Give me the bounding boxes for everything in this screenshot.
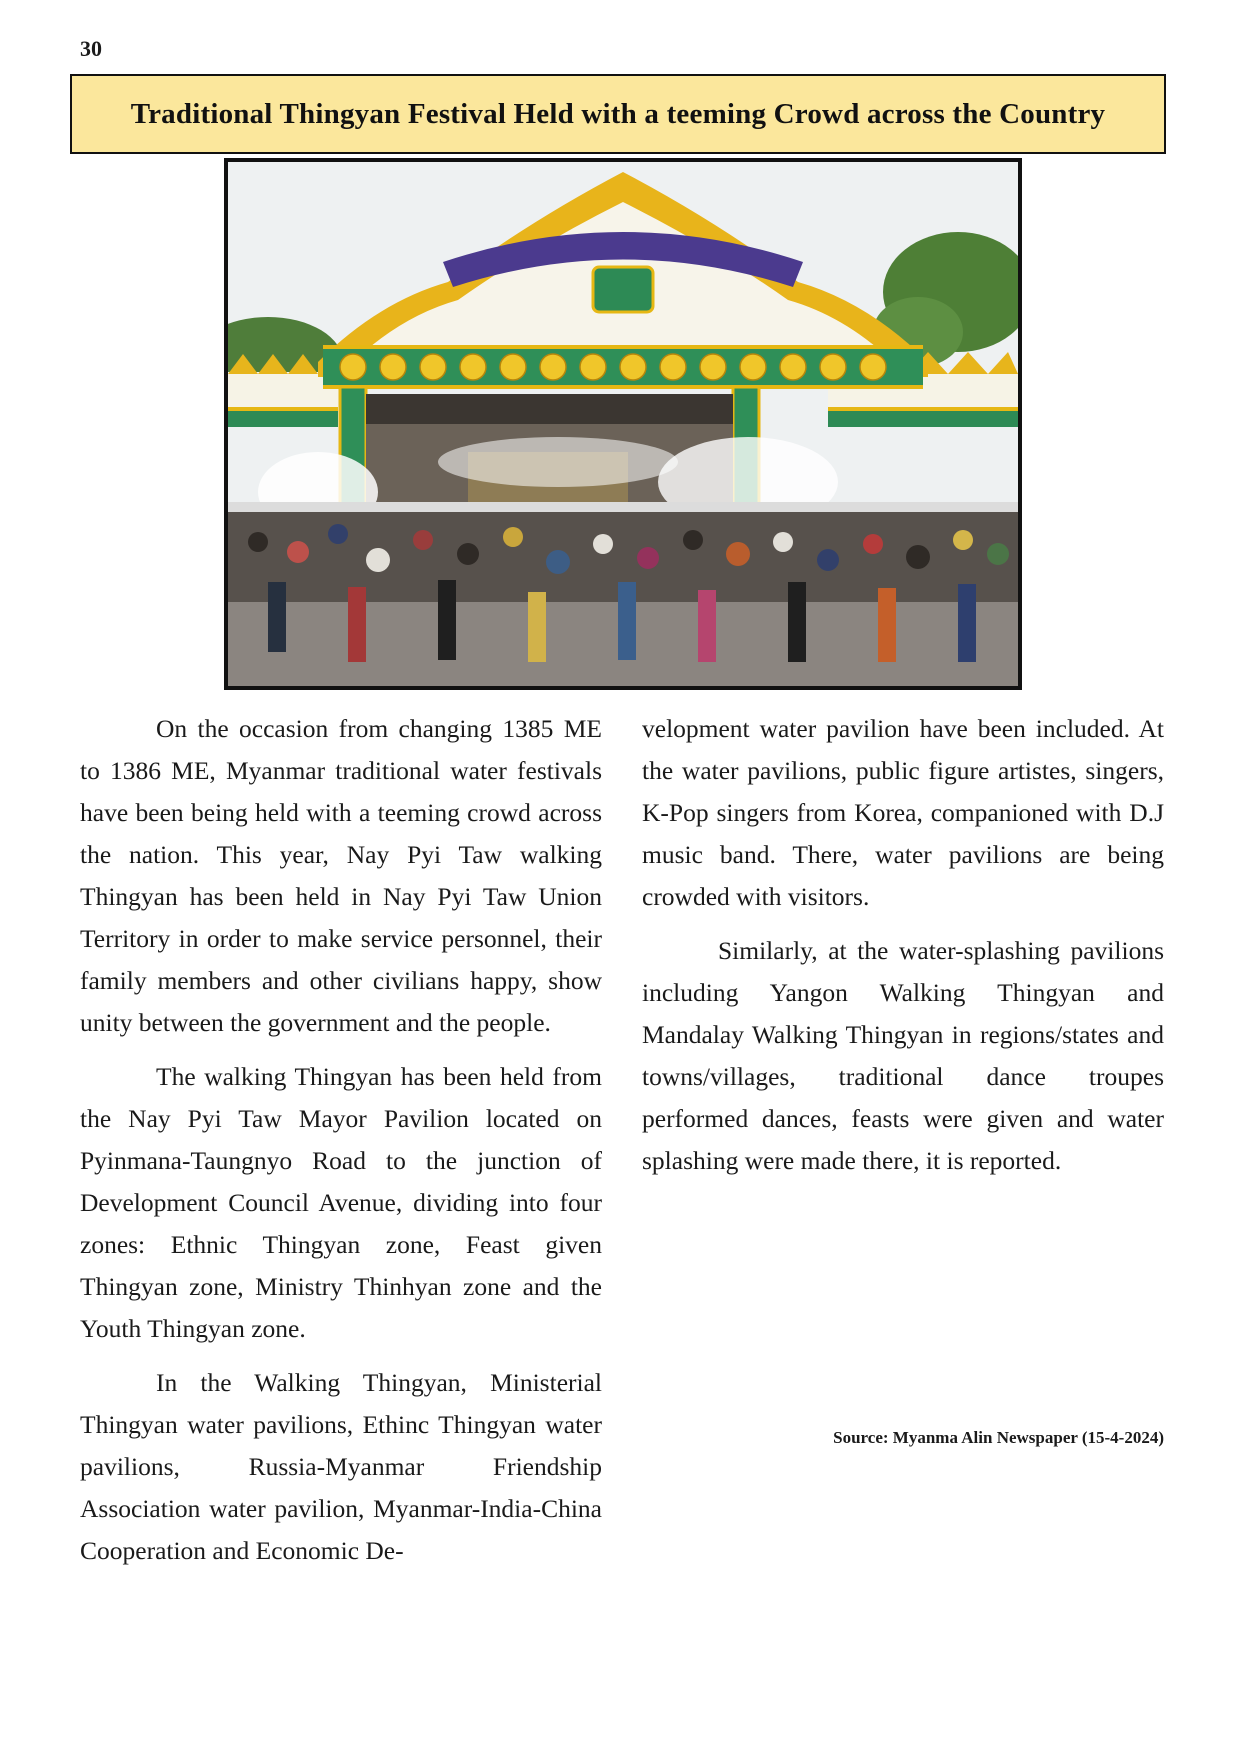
page-number: 30	[80, 36, 102, 61]
paragraph: Similarly, at the water-splashing pavilions including Yangon Walking Thingyan and Mandalay Walking Thingyan in regions/states and towns/villages, traditional dance troupes performed dances, feasts were given and water splashing were made there, it is reported.	[642, 936, 1164, 1175]
paragraph: The walking Thingyan has been held from the Nay Pyi Taw Mayor Pavilion located on Pyinmana-Taungnyo Road to the junction of Development Council Avenue, dividing into four zones: Ethnic Thingyan zone, Feast given Thingyan zone, Ministry Thinhyan zone and the Youth Thingyan zone.	[80, 1062, 602, 1343]
article-title: Traditional Thingyan Festival Held with a teeming Crowd across the Country	[130, 97, 1106, 130]
paragraph: On the occasion from changing 1385 ME to 1386 ME, Myanmar traditional water festivals have been being held with a teeming crowd across the nation. This year, Nay Pyi Taw walking Thingyan has been held in Nay Pyi Taw Union Territory in order to make service personnel, their family members and other civilians happy, show unity between the government and the people.	[80, 714, 602, 1037]
wing-left	[228, 372, 338, 412]
festival-pavilion-photo-icon	[228, 162, 1018, 686]
article-column-right	[642, 708, 1164, 1194]
title-box	[70, 74, 1166, 154]
emblem	[593, 267, 653, 312]
paragraph: In the Walking Thingyan, Ministerial Thingyan water pavilions, Ethinc Thingyan water pavilions, Russia-Myanmar Friendship Association water pavilion, Myanmar-India-China Cooperation and Economic De-	[80, 1368, 602, 1565]
festival-photo	[224, 158, 1022, 690]
source-credit: Source: Myanma Alin Newspaper (15-4-2024)	[833, 1428, 1164, 1447]
article-column-left	[80, 708, 602, 1584]
paragraph: velopment water pavilion have been included. At the water pavilions, public figure artistes, singers, K-Pop singers from Korea, companioned with D.J music band. There, water pavilions are being crowded with visitors.	[642, 714, 1164, 911]
